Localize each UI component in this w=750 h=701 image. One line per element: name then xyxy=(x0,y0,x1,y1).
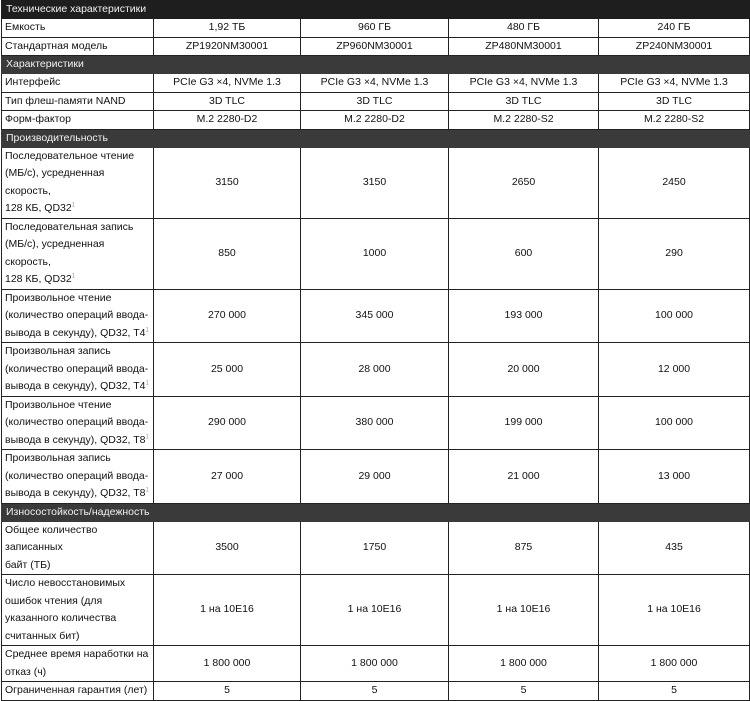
cell-value: 1,92 ТБ xyxy=(154,19,301,38)
row-nand-type xyxy=(2,92,750,111)
row-random-write-t4 xyxy=(2,343,750,397)
cell-value: 435 xyxy=(599,521,750,575)
label-line: Число невосстановимых xyxy=(5,577,126,589)
section-title: Износостойкость/надежность xyxy=(2,503,750,521)
cell-value: 290 xyxy=(599,218,750,289)
cell-value: 5 xyxy=(449,682,599,701)
cell-value: 3D TLC xyxy=(154,92,301,111)
label-line: ошибок чтения (для xyxy=(5,594,103,607)
label-line: байт (ТБ) xyxy=(5,558,51,571)
row-label xyxy=(2,396,154,450)
cell-value: 2650 xyxy=(449,147,599,218)
cell-value: 20 000 xyxy=(449,343,599,397)
cell-value: 1 800 000 xyxy=(301,646,449,682)
label-line: 128 КБ, QD32 xyxy=(5,273,72,285)
cell-value: ZP960NM30001 xyxy=(301,37,449,56)
cell-value: PCIe G3 ×4, NVMe 1.3 xyxy=(301,74,449,93)
cell-value: 1 800 000 xyxy=(449,646,599,682)
cell-value: 960 ГБ xyxy=(301,19,449,38)
row-label xyxy=(2,575,154,646)
label-line: Произвольное чтение xyxy=(5,398,112,411)
cell-value: 1 800 000 xyxy=(154,646,301,682)
row-sequential-write xyxy=(2,218,750,289)
cell-value: M.2 2280-S2 xyxy=(449,111,599,130)
label-line: (количество операций ввода- xyxy=(5,309,149,321)
cell-value: 1750 xyxy=(301,521,449,575)
row-label xyxy=(2,218,154,289)
cell-value: 5 xyxy=(301,682,449,701)
row-label: Интерфейс xyxy=(2,74,154,93)
cell-value: 600 xyxy=(449,218,599,289)
label-line: отказ (ч) xyxy=(5,665,47,678)
label-line: Среднее время наработки на xyxy=(5,648,149,660)
cell-value: 380 000 xyxy=(301,396,449,450)
cell-value: 3150 xyxy=(301,147,449,218)
row-warranty xyxy=(2,682,750,701)
cell-value: 28 000 xyxy=(301,343,449,397)
footnote-mark: 1 xyxy=(71,273,76,280)
label-line: указанного количества xyxy=(5,612,117,624)
cell-value: 25 000 xyxy=(154,343,301,397)
cell-value: PCIe G3 ×4, NVMe 1.3 xyxy=(154,74,301,93)
row-random-read-t8 xyxy=(2,396,750,450)
row-label xyxy=(2,343,154,397)
footnote-mark: 1 xyxy=(145,434,149,440)
row-model xyxy=(2,37,750,56)
label-line: Произвольная запись xyxy=(5,452,111,464)
cell-value: PCIe G3 ×4, NVMe 1.3 xyxy=(599,74,750,93)
cell-value: 3D TLC xyxy=(449,92,599,111)
row-mtbf xyxy=(2,646,750,682)
cell-value: 1 на 10E16 xyxy=(301,575,449,646)
label-line: вывода в секунду), QD32, T4 xyxy=(5,380,146,392)
cell-value: 1 800 000 xyxy=(599,646,750,682)
row-label xyxy=(2,147,154,218)
label-line: Произвольная запись xyxy=(5,345,111,357)
label-line: (количество операций ввода- xyxy=(5,362,149,375)
cell-value: ZP240NM30001 xyxy=(599,37,750,56)
label-line: (количество операций ввода- xyxy=(5,416,149,428)
cell-value: 100 000 xyxy=(599,396,750,450)
label-line: вывода в секунду), QD32, T8 xyxy=(5,487,146,499)
label-line: Общее количество записанных xyxy=(5,523,98,553)
cell-value: 3150 xyxy=(154,147,301,218)
cell-value: 2450 xyxy=(599,147,750,218)
label-line: вывода в секунду), QD32, T8 xyxy=(5,433,146,446)
section-header-specs xyxy=(2,1,750,19)
cell-value: ZP480NM30001 xyxy=(449,37,599,56)
label-line: (МБ/с), усредненная скорость, xyxy=(5,167,105,197)
label-line: 128 КБ, QD32 xyxy=(5,202,72,214)
cell-value: 13 000 xyxy=(599,450,750,504)
label-line: Последовательная запись xyxy=(5,220,134,233)
footnote-mark: 1 xyxy=(145,327,149,333)
row-label: Тип флеш-памяти NAND xyxy=(2,92,154,111)
cell-value: 21 000 xyxy=(449,450,599,504)
row-capacity xyxy=(2,19,750,38)
footnote-mark: 1 xyxy=(71,202,76,209)
label-line: (МБ/с), усредненная скорость, xyxy=(5,238,105,268)
cell-value: 345 000 xyxy=(301,289,449,343)
cell-value: 1 на 10E16 xyxy=(599,575,750,646)
cell-value: 5 xyxy=(154,682,301,701)
cell-value: 199 000 xyxy=(449,396,599,450)
section-header-performance xyxy=(2,129,750,147)
label-line: Произвольное чтение xyxy=(5,291,112,304)
cell-value: 5 xyxy=(599,682,750,701)
cell-value: PCIe G3 ×4, NVMe 1.3 xyxy=(449,74,599,93)
row-sequential-read xyxy=(2,147,750,218)
cell-value: M.2 2280-S2 xyxy=(599,111,750,130)
cell-value: 290 000 xyxy=(154,396,301,450)
section-title: Характеристики xyxy=(2,56,750,74)
cell-value: 875 xyxy=(449,521,599,575)
row-random-write-t8 xyxy=(2,450,750,504)
row-label: Емкость xyxy=(2,19,154,38)
row-label: Стандартная модель xyxy=(2,37,154,56)
cell-value: 480 ГБ xyxy=(449,19,599,38)
row-label xyxy=(2,521,154,575)
cell-value: 1 на 10E16 xyxy=(154,575,301,646)
cell-value: 100 000 xyxy=(599,289,750,343)
label-line: вывода в секунду), QD32, T4 xyxy=(5,326,146,339)
section-title: Производительность xyxy=(2,129,750,147)
cell-value: 27 000 xyxy=(154,450,301,504)
cell-value: 270 000 xyxy=(154,289,301,343)
footnote-mark: 1 xyxy=(145,380,149,387)
row-label xyxy=(2,646,154,682)
cell-value: 240 ГБ xyxy=(599,19,750,38)
cell-value: M.2 2280-D2 xyxy=(154,111,301,130)
cell-value: 3500 xyxy=(154,521,301,575)
section-header-characteristics xyxy=(2,56,750,74)
row-form-factor xyxy=(2,111,750,130)
spec-table xyxy=(1,0,750,701)
row-label xyxy=(2,450,154,504)
section-header-endurance xyxy=(2,503,750,521)
row-label: Форм-фактор xyxy=(2,111,154,130)
label-line: Последовательное чтение xyxy=(5,149,135,162)
cell-value: 193 000 xyxy=(449,289,599,343)
row-tbw xyxy=(2,521,750,575)
cell-value: 1 на 10E16 xyxy=(449,575,599,646)
row-label: Ограниченная гарантия (лет) xyxy=(2,682,154,701)
row-random-read-t4 xyxy=(2,289,750,343)
cell-value: ZP1920NM30001 xyxy=(154,37,301,56)
footnote-mark: 1 xyxy=(145,487,149,494)
section-title: Технические характеристики xyxy=(2,1,750,19)
row-uber xyxy=(2,575,750,646)
cell-value: 12 000 xyxy=(599,343,750,397)
cell-value: 850 xyxy=(154,218,301,289)
row-interface xyxy=(2,74,750,93)
cell-value: 3D TLC xyxy=(599,92,750,111)
cell-value: 29 000 xyxy=(301,450,449,504)
label-line: (количество операций ввода- xyxy=(5,469,149,482)
cell-value: 1000 xyxy=(301,218,449,289)
row-label xyxy=(2,289,154,343)
cell-value: 3D TLC xyxy=(301,92,449,111)
label-line: считанных бит) xyxy=(5,629,80,642)
cell-value: M.2 2280-D2 xyxy=(301,111,449,130)
